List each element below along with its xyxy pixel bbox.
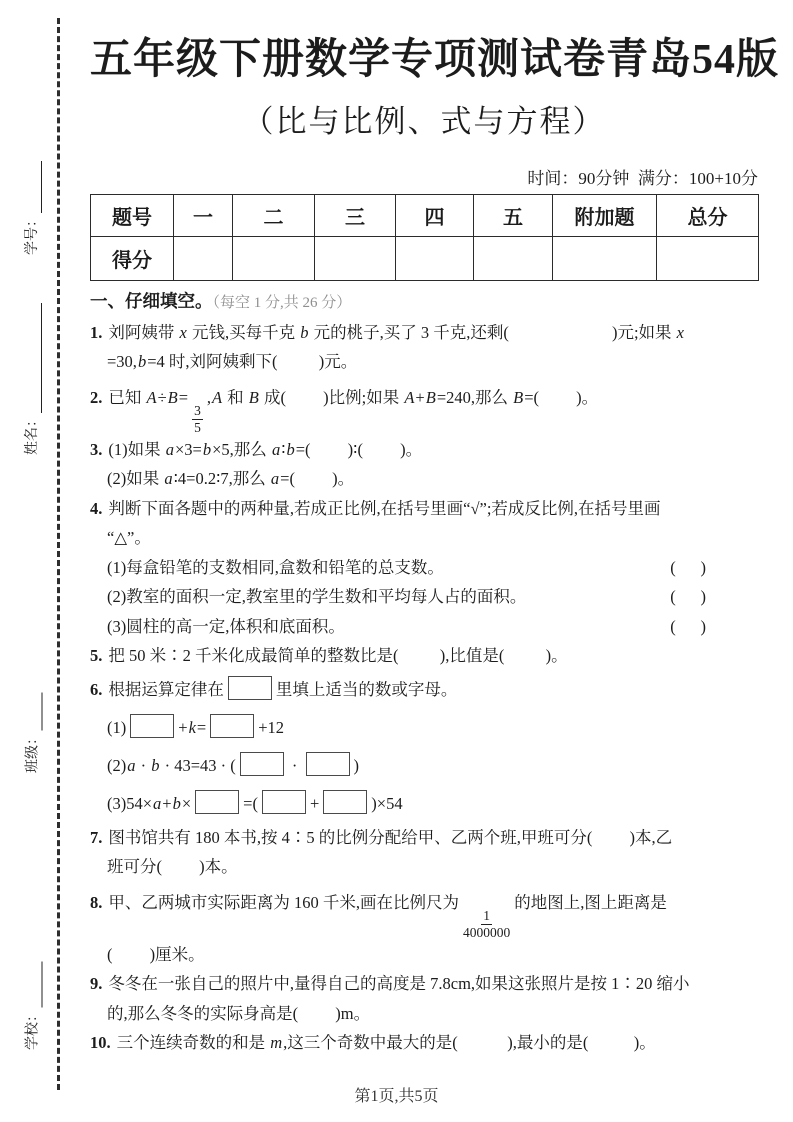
answer-box: [240, 752, 284, 776]
math-variable: a: [164, 469, 173, 489]
question-line: [90, 999, 758, 1029]
answer-box: [210, 714, 254, 738]
question-text: +: [415, 387, 425, 407]
col-question-number: 题号: [91, 194, 174, 236]
question-number: 1.: [90, 322, 103, 342]
question-text: =: [178, 387, 189, 407]
question-text: =( )∶( )。: [295, 439, 423, 459]
class-blank-line: [30, 693, 43, 731]
class-field: [25, 690, 43, 777]
question-text: (3)54×: [107, 793, 153, 813]
question-line: [90, 969, 758, 999]
question-text: =(: [243, 793, 258, 813]
question-number: 7.: [90, 827, 103, 847]
question-text: ·: [287, 755, 302, 775]
question-text: 图书馆共有 180 本书,按 4∶5 的比例分配给甲、乙两个班,甲班可分( )本,乙: [108, 827, 673, 847]
question-text: ×3=: [175, 439, 202, 459]
question-number: 9.: [90, 974, 103, 994]
question-text: 里填上适当的数或字母。: [275, 679, 458, 699]
question-text: 三个连续奇数的和是: [116, 1033, 270, 1053]
section-one-note: （每空 1 分,共 26 分）: [212, 294, 352, 311]
student-id-blank-line: [29, 161, 42, 213]
question-text: ( )厘米。: [107, 944, 205, 964]
answer-blank: ( ): [670, 616, 706, 636]
question-text: ·: [136, 755, 151, 775]
question-text: 和: [223, 387, 248, 407]
fraction: $\frac{1}{4000000}$: [463, 907, 511, 940]
school-label: 学校：: [25, 1008, 41, 1050]
score-table: [90, 194, 759, 281]
paper-content: [90, 0, 780, 1058]
question-text: =240,那么: [436, 387, 513, 407]
question-number: 8.: [90, 892, 103, 912]
question-line: [90, 709, 758, 747]
question-7: [90, 823, 758, 882]
question-text: (1): [107, 717, 127, 737]
col-total: 总分: [657, 194, 759, 236]
question-line: [90, 641, 758, 671]
student-id-field: [24, 158, 42, 258]
question-line: [90, 1028, 758, 1058]
question-text: =( )。: [524, 387, 599, 407]
question-text: “△”。: [107, 528, 151, 548]
question-line: [90, 785, 758, 823]
answer-box: [306, 752, 350, 776]
math-variable: b: [151, 755, 160, 775]
math-variable: a: [165, 439, 174, 459]
question-line: [90, 612, 758, 642]
question-text: +: [309, 793, 320, 813]
question-number: 6.: [90, 679, 103, 699]
binding-dashed-line: [57, 18, 60, 1090]
math-variable: A: [211, 387, 223, 407]
question-number: 3.: [90, 439, 103, 459]
question-number: 4.: [90, 498, 103, 518]
answer-blank: ( ): [670, 557, 706, 577]
question-line: [90, 347, 758, 377]
section-one-header: [90, 290, 758, 314]
question-text: 成( )比例;如果: [259, 387, 404, 407]
question-line: [90, 940, 758, 970]
question-1: [90, 318, 758, 377]
school-field: [25, 960, 43, 1053]
section-one-title: 一、仔细填空。: [90, 290, 213, 311]
answer-box: [262, 790, 306, 814]
score-cell: [657, 236, 759, 280]
question-text: 把 50 米∶2 千米化成最简单的整数比是( ),比值是( )。: [108, 646, 568, 666]
col-bonus: 附加题: [553, 194, 657, 236]
question-line: [90, 882, 758, 940]
math-variable: b: [202, 439, 212, 459]
score-cell: [474, 236, 553, 280]
question-9: [90, 969, 758, 1028]
question-line: [90, 377, 758, 435]
question-2: [90, 377, 758, 435]
score-cell: [233, 236, 315, 280]
score-table-score-row: [91, 236, 759, 280]
student-name-blank-line: [29, 303, 42, 413]
col-part-2: 二: [233, 194, 315, 236]
math-variable: b: [137, 352, 147, 372]
math-variable: a: [270, 469, 280, 489]
school-blank-line: [30, 962, 43, 1008]
page-subtitle: （比与比例、式与方程）: [242, 103, 606, 139]
question-text: ): [353, 755, 360, 775]
question-line: [90, 747, 758, 785]
col-part-3: 三: [315, 194, 396, 236]
question-line: [90, 823, 758, 853]
question-text: (1)如果: [108, 439, 165, 459]
math-variable: a: [271, 439, 281, 459]
question-4: [90, 494, 758, 642]
class-label: 班级：: [25, 731, 41, 773]
page-title: 五年级下册数学专项测试卷青岛54版: [90, 37, 780, 83]
question-text: 判断下面各题中的两种量,若成正比例,在括号里画“√”;若成反比例,在括号里画: [108, 498, 661, 518]
math-variable: A: [404, 387, 415, 407]
question-text: ,这三个奇数中最大的是( ),最小的是( )。: [283, 1033, 656, 1053]
math-variable: a: [127, 755, 136, 775]
score-table-header-row: [91, 194, 759, 236]
answer-blank: ( ): [670, 587, 706, 607]
question-10: [90, 1028, 758, 1058]
question-8: [90, 882, 758, 970]
question-text: ×: [181, 793, 192, 813]
question-text: 元的桃子,买了 3 千克,还剩( )元;如果: [309, 322, 676, 342]
question-text: ÷: [157, 387, 167, 407]
math-variable: k: [188, 717, 196, 737]
question-text: (1)每盒铅笔的支数相同,盒数和铅笔的总支数。: [107, 557, 444, 577]
math-variable: x: [179, 322, 187, 342]
math-variable: b: [286, 439, 295, 459]
question-text: =: [196, 717, 207, 737]
question-line: [90, 494, 758, 524]
question-line: [90, 852, 758, 882]
question-line: [90, 464, 758, 494]
math-variable: b: [300, 322, 309, 342]
question-line: [90, 671, 758, 709]
col-part-5: 五: [474, 194, 553, 236]
question-text: 冬冬在一张自己的照片中,量得自己的高度是 7.8cm,如果这张照片是按 1∶20 缩小: [108, 974, 690, 994]
math-variable: A: [146, 387, 157, 407]
math-variable: x: [676, 322, 684, 342]
col-part-4: 四: [396, 194, 474, 236]
question-text: 根据运算定律在: [108, 679, 224, 699]
question-text: 班可分( )本。: [107, 857, 238, 877]
score-cell: [553, 236, 657, 280]
question-text: 刘阿姨带: [108, 322, 179, 342]
question-text: 元钱,买每千克: [187, 322, 300, 342]
score-cell: [315, 236, 396, 280]
question-text: (2)如果: [107, 469, 164, 489]
question-line: [90, 582, 758, 612]
student-name-field: [24, 298, 42, 460]
col-part-1: 一: [174, 194, 233, 236]
question-text: ∶: [281, 439, 286, 459]
question-text: ∶4=0.2∶7,那么: [173, 469, 270, 489]
answer-box: [195, 790, 239, 814]
question-text: +: [178, 717, 188, 737]
question-5: [90, 641, 758, 671]
question-text: 甲、乙两城市实际距离为 160 千米,画在比例尺为: [108, 892, 459, 912]
math-variable: B: [513, 387, 524, 407]
fraction: $\frac{3}{5}$: [194, 402, 201, 435]
question-3: [90, 435, 758, 494]
score-cell: [174, 236, 233, 280]
question-line: [90, 553, 758, 583]
math-variable: B: [425, 387, 436, 407]
question-text: 已知: [108, 387, 146, 407]
math-variable: a: [153, 793, 162, 813]
question-text: (2): [107, 755, 127, 775]
student-name-label: 姓名：: [25, 413, 40, 455]
score-row-label: 得分: [91, 236, 174, 280]
math-variable: B: [248, 387, 259, 407]
question-text: =( )。: [280, 469, 355, 489]
question-text: ,: [206, 387, 211, 407]
answer-box: [130, 714, 174, 738]
question-text: =4 时,刘阿姨剩下( )元。: [147, 352, 358, 372]
math-variable: b: [172, 793, 181, 813]
answer-box: [228, 676, 272, 700]
question-6: [90, 671, 758, 823]
student-id-label: 学号：: [25, 213, 40, 255]
question-number: 2.: [90, 387, 103, 407]
question-text: 的,那么冬冬的实际身高是( )m。: [107, 1003, 371, 1023]
math-variable: B: [167, 387, 178, 407]
question-line: [90, 435, 758, 465]
math-variable: m: [270, 1033, 283, 1053]
question-text: 的地图上,图上距离是: [514, 892, 667, 912]
question-text: +: [162, 793, 172, 813]
question-number: 5.: [90, 646, 103, 666]
question-text: (2)教室的面积一定,教室里的学生数和平均每人占的面积。: [107, 587, 527, 607]
answer-box: [323, 790, 367, 814]
page-number-footer: 第1页,共5页: [354, 1088, 439, 1105]
question-text: (3)圆柱的高一定,体积和底面积。: [107, 616, 345, 636]
score-cell: [396, 236, 474, 280]
question-line: [90, 523, 758, 553]
question-text: ×5,那么: [212, 439, 271, 459]
question-text: · 43=43 · (: [160, 755, 236, 775]
exam-time-score-info: 时间：90分钟 满分：100+10分: [527, 168, 758, 188]
question-text: =30,: [107, 352, 137, 372]
question-number: 10.: [90, 1033, 111, 1053]
question-text: )×54: [371, 793, 403, 813]
question-line: [90, 318, 758, 348]
fill-in-questions: [90, 318, 758, 1058]
question-text: +12: [258, 717, 285, 737]
